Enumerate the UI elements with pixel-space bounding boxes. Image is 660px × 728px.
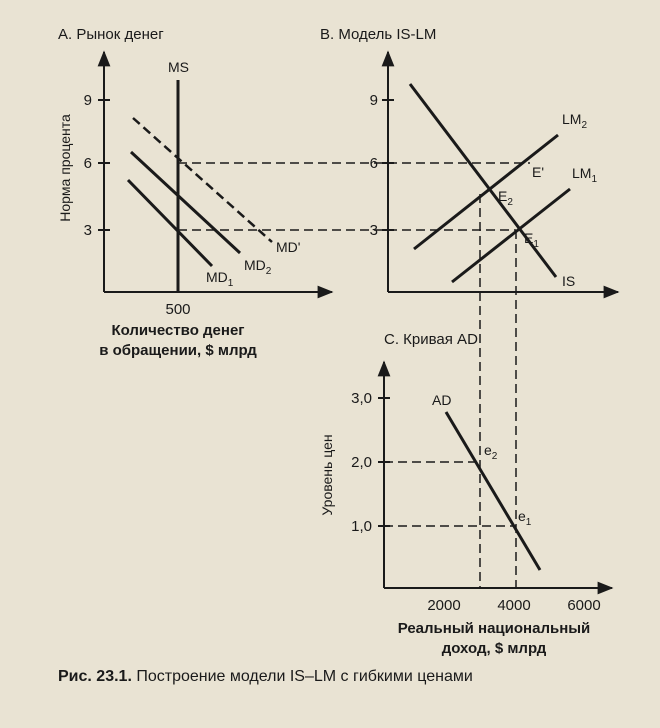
panel-b-is-lm bbox=[320, 26, 618, 292]
md2-label: $MD_2$ bbox=[244, 257, 272, 277]
e-prime-label: E' bbox=[532, 164, 545, 180]
panel-a-y-axis-label: Норма процента bbox=[57, 114, 73, 222]
lm1-label: $LM_1$ bbox=[572, 165, 598, 185]
panel-b-ytick-9: 9 bbox=[369, 92, 378, 109]
panel-b-ytick-3: 3 bbox=[369, 222, 378, 239]
panel-c-ad-curve bbox=[319, 331, 612, 657]
panel-c-x-title-line2: доход, $ млрд bbox=[441, 640, 547, 657]
panel-a-xtick-500: 500 bbox=[165, 301, 191, 318]
panel-c-xtick-2000: 2000 bbox=[427, 597, 461, 614]
md-prime-line bbox=[133, 118, 272, 242]
panel-a-x-title-line2: в обращении, $ млрд bbox=[99, 342, 257, 359]
panel-c-x-title-line1: Реальный национальный bbox=[397, 620, 591, 637]
ms-label: MS bbox=[168, 59, 189, 75]
panel-c-ytick-3: 3,0 bbox=[351, 390, 372, 407]
panel-a-x-title-line1: Количество денег bbox=[111, 322, 245, 339]
panel-a-money-market bbox=[57, 26, 332, 359]
md1-label: $MD_1$ bbox=[206, 269, 234, 289]
e1-label: $E_1$ bbox=[524, 230, 539, 250]
panel-a-ytick-6: 6 bbox=[83, 155, 92, 172]
e1-small-label: $e_1$ bbox=[518, 508, 532, 528]
panel-c-xtick-4000: 4000 bbox=[497, 597, 531, 614]
panel-a-ytick-3: 3 bbox=[83, 222, 92, 239]
ad-line bbox=[446, 412, 540, 570]
panel-c-ytick-2: 2,0 bbox=[351, 454, 372, 471]
md-prime-label: MD' bbox=[276, 239, 301, 255]
panel-c-ytick-1: 1,0 bbox=[351, 518, 372, 535]
lm2-label: $LM_2$ bbox=[562, 111, 588, 131]
e2-small-label: $e_2$ bbox=[484, 442, 498, 462]
md1-line bbox=[128, 180, 212, 266]
lm2-line bbox=[414, 135, 558, 249]
is-label: IS bbox=[562, 273, 576, 289]
e2-label: $E_2$ bbox=[498, 188, 513, 208]
panel-c-xtick-6000: 6000 bbox=[567, 597, 601, 614]
panel-a-title: А. Рынок денег bbox=[58, 26, 164, 43]
panel-b-title: В. Модель IS-LM bbox=[320, 26, 437, 43]
ad-label: AD bbox=[432, 392, 452, 408]
panel-b-ytick-6: 6 bbox=[369, 155, 378, 172]
panel-a-ytick-9: 9 bbox=[83, 92, 92, 109]
figure-caption: Рис. 23.1. Построение модели IS–LM с гибкими ценами bbox=[58, 668, 473, 685]
panel-c-y-axis-label: Уровень цен bbox=[319, 434, 335, 516]
panel-c-title: С. Кривая AD bbox=[384, 331, 478, 348]
